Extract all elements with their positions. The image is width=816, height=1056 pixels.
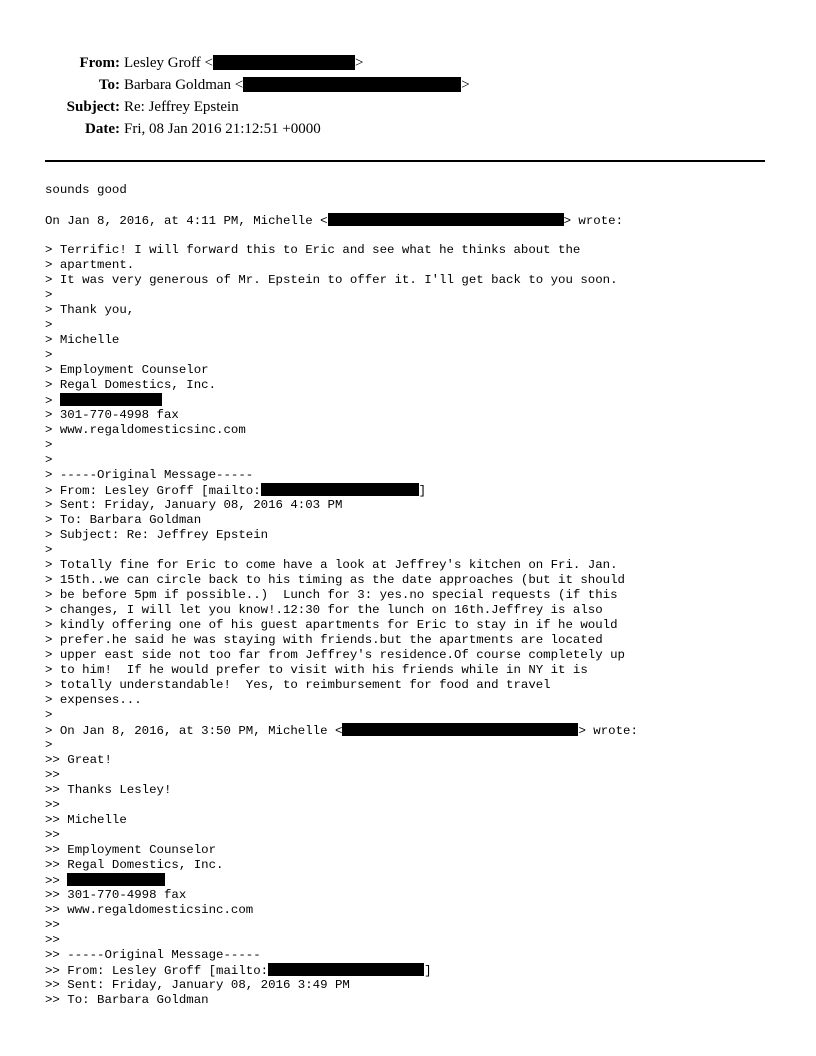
body-line-text: sounds good bbox=[45, 183, 127, 197]
body-line-text: > Totally fine for Eric to come have a look at Jeffrey's kitchen on Fri. Jan. bbox=[45, 558, 618, 572]
body-line bbox=[45, 843, 775, 858]
body-line bbox=[45, 603, 775, 618]
body-line-text: > Michelle bbox=[45, 333, 120, 347]
body-line-text: > To: Barbara Goldman bbox=[45, 513, 202, 527]
redaction-block bbox=[60, 393, 162, 406]
body-line-text: >> www.regaldomesticsinc.com bbox=[45, 903, 254, 917]
to-label: To: bbox=[98, 77, 120, 93]
subject-label: Subject: bbox=[66, 99, 120, 115]
body-line bbox=[45, 363, 775, 378]
body-line-text: >> bbox=[45, 768, 60, 782]
body-line bbox=[45, 183, 775, 198]
body-line bbox=[45, 543, 775, 558]
body-line bbox=[45, 813, 775, 828]
redaction-block bbox=[328, 213, 564, 226]
body-line-text: >> Michelle bbox=[45, 813, 127, 827]
body-line-text: >> bbox=[45, 798, 60, 812]
body-line-text: > bbox=[45, 288, 53, 302]
body-line bbox=[45, 348, 775, 363]
body-line bbox=[45, 573, 775, 588]
body-line-text: > It was very generous of Mr. Epstein to offer it. I'll get back to you soon. bbox=[45, 273, 618, 287]
to-name: Barbara Goldman < bbox=[124, 77, 244, 93]
body-line-text: > to him! If he would prefer to visit with his friends while in NY it is bbox=[45, 663, 588, 677]
body-line-text: > bbox=[45, 453, 53, 467]
body-line-text: > expenses... bbox=[45, 693, 142, 707]
body-line-text: >> -----Original Message----- bbox=[45, 948, 261, 962]
body-line-text: > 301-770-4998 fax bbox=[45, 408, 179, 422]
body-line bbox=[45, 243, 775, 258]
body-line bbox=[45, 783, 775, 798]
body-line bbox=[45, 648, 775, 663]
body-line-suffix: ] bbox=[424, 964, 432, 978]
body-line-text: > bbox=[45, 738, 53, 752]
body-line bbox=[45, 438, 775, 453]
body-line bbox=[45, 918, 775, 933]
redaction-block bbox=[67, 873, 165, 886]
body-line-suffix: ] bbox=[418, 484, 427, 498]
body-line bbox=[45, 708, 775, 723]
body-line-text: > bbox=[45, 348, 53, 362]
body-line-text: >> Great! bbox=[45, 753, 112, 767]
body-line bbox=[45, 483, 775, 498]
from-close: > bbox=[355, 55, 364, 71]
body-line bbox=[45, 213, 775, 228]
body-line bbox=[45, 558, 775, 573]
body-line bbox=[45, 273, 775, 288]
body-line bbox=[45, 738, 775, 753]
body-line-text: > www.regaldomesticsinc.com bbox=[45, 423, 246, 437]
body-line-text: >> bbox=[45, 828, 60, 842]
redaction-block bbox=[342, 723, 578, 736]
body-line bbox=[45, 528, 775, 543]
body-line bbox=[45, 678, 775, 693]
body-line-text: >> bbox=[45, 933, 60, 947]
body-line-text: > Regal Domestics, Inc. bbox=[45, 378, 217, 392]
body-line bbox=[45, 378, 775, 393]
body-line-text: >> Employment Counselor bbox=[45, 843, 217, 857]
body-line bbox=[45, 618, 775, 633]
from-value bbox=[124, 54, 363, 72]
body-line-text: > bbox=[45, 438, 53, 452]
body-line bbox=[45, 723, 775, 738]
body-line bbox=[45, 333, 775, 348]
date-label: Date: bbox=[85, 121, 120, 137]
body-line-text: >> bbox=[45, 918, 60, 932]
subject-value: Re: Jeffrey Epstein bbox=[124, 99, 239, 115]
body-line-text: > Subject: Re: Jeffrey Epstein bbox=[45, 528, 269, 542]
body-line-text: On Jan 8, 2016, at 4:11 PM, Michelle < bbox=[45, 214, 328, 228]
body-line-text: > totally understandable! Yes, to reimbursement for food and travel bbox=[45, 678, 551, 692]
body-line-suffix: > wrote: bbox=[563, 214, 624, 228]
body-line-text: > Terrific! I will forward this to Eric and see what he thinks about the bbox=[45, 243, 581, 257]
body-line bbox=[45, 873, 775, 888]
body-line-text: > apartment. bbox=[45, 258, 135, 272]
date-value: Fri, 08 Jan 2016 21:12:51 +0000 bbox=[124, 121, 321, 137]
body-line bbox=[45, 588, 775, 603]
body-line-text: > bbox=[45, 543, 53, 557]
body-line-text: >> Regal Domestics, Inc. bbox=[45, 858, 224, 872]
header-divider bbox=[45, 160, 765, 162]
body-line bbox=[45, 633, 775, 648]
body-line-text: > 15th..we can circle back to his timing as the date approaches (but it should bbox=[45, 573, 625, 587]
body-line-text: > bbox=[45, 394, 60, 408]
body-line bbox=[45, 963, 775, 978]
body-line-text: > Employment Counselor bbox=[45, 363, 209, 377]
body-line bbox=[45, 903, 775, 918]
body-line bbox=[45, 258, 775, 273]
body-line-text: > From: Lesley Groff [mailto: bbox=[45, 484, 261, 498]
redaction-block bbox=[268, 963, 424, 976]
body-line-suffix: > wrote: bbox=[578, 724, 638, 738]
body-line-text: > Sent: Friday, January 08, 2016 4:03 PM bbox=[45, 498, 343, 512]
body-line bbox=[45, 858, 775, 873]
body-line bbox=[45, 948, 775, 963]
body-line-text: > prefer.he said he was staying with friends.but the apartments are located bbox=[45, 633, 603, 647]
body-line bbox=[45, 753, 775, 768]
body-line bbox=[45, 828, 775, 843]
body-line-text: >> To: Barbara Goldman bbox=[45, 993, 209, 1007]
body-line bbox=[45, 393, 775, 408]
email-body bbox=[45, 183, 775, 1008]
body-line-text: >> Sent: Friday, January 08, 2016 3:49 PM bbox=[45, 978, 350, 992]
body-line bbox=[45, 468, 775, 483]
body-line bbox=[45, 768, 775, 783]
body-line bbox=[45, 888, 775, 903]
body-line-text: > upper east side not too far from Jeffrey's residence.Of course completely up bbox=[45, 648, 625, 662]
body-line bbox=[45, 693, 775, 708]
redaction-block bbox=[213, 55, 355, 70]
redaction-block bbox=[261, 483, 419, 496]
body-line bbox=[45, 798, 775, 813]
body-line-text: > be before 5pm if possible..) Lunch for 3: yes.no special requests (if this bbox=[45, 588, 618, 602]
body-line-text: >> bbox=[45, 874, 68, 888]
body-line bbox=[45, 513, 775, 528]
body-line-text: > bbox=[45, 708, 53, 722]
body-line-text: >> Thanks Lesley! bbox=[45, 783, 172, 797]
body-line bbox=[45, 423, 775, 438]
redaction-block bbox=[243, 77, 461, 92]
body-line-text: > changes, I will let you know!.12:30 for the lunch on 16th.Jeffrey is also bbox=[45, 603, 603, 617]
body-line bbox=[45, 663, 775, 678]
body-line bbox=[45, 288, 775, 303]
body-line bbox=[45, 993, 775, 1008]
body-line-text: >> From: Lesley Groff [mailto: bbox=[45, 964, 269, 978]
body-line bbox=[45, 408, 775, 423]
body-line-text: > -----Original Message----- bbox=[45, 468, 254, 482]
from-name: Lesley Groff < bbox=[124, 55, 213, 71]
body-line bbox=[45, 228, 775, 243]
to-close: > bbox=[461, 77, 470, 93]
body-line-text: > bbox=[45, 318, 53, 332]
body-line-text: > On Jan 8, 2016, at 3:50 PM, Michelle < bbox=[45, 724, 343, 738]
body-line bbox=[45, 453, 775, 468]
body-line bbox=[45, 498, 775, 513]
to-value bbox=[124, 76, 470, 94]
body-line-text: > Thank you, bbox=[45, 303, 135, 317]
body-line-text: >> 301-770-4998 fax bbox=[45, 888, 187, 902]
body-line-text: > kindly offering one of his guest apartments for Eric to stay in if he would bbox=[45, 618, 618, 632]
body-line bbox=[45, 303, 775, 318]
body-line bbox=[45, 318, 775, 333]
body-line bbox=[45, 198, 775, 213]
body-line bbox=[45, 933, 775, 948]
from-label: From: bbox=[79, 55, 120, 71]
body-line bbox=[45, 978, 775, 993]
